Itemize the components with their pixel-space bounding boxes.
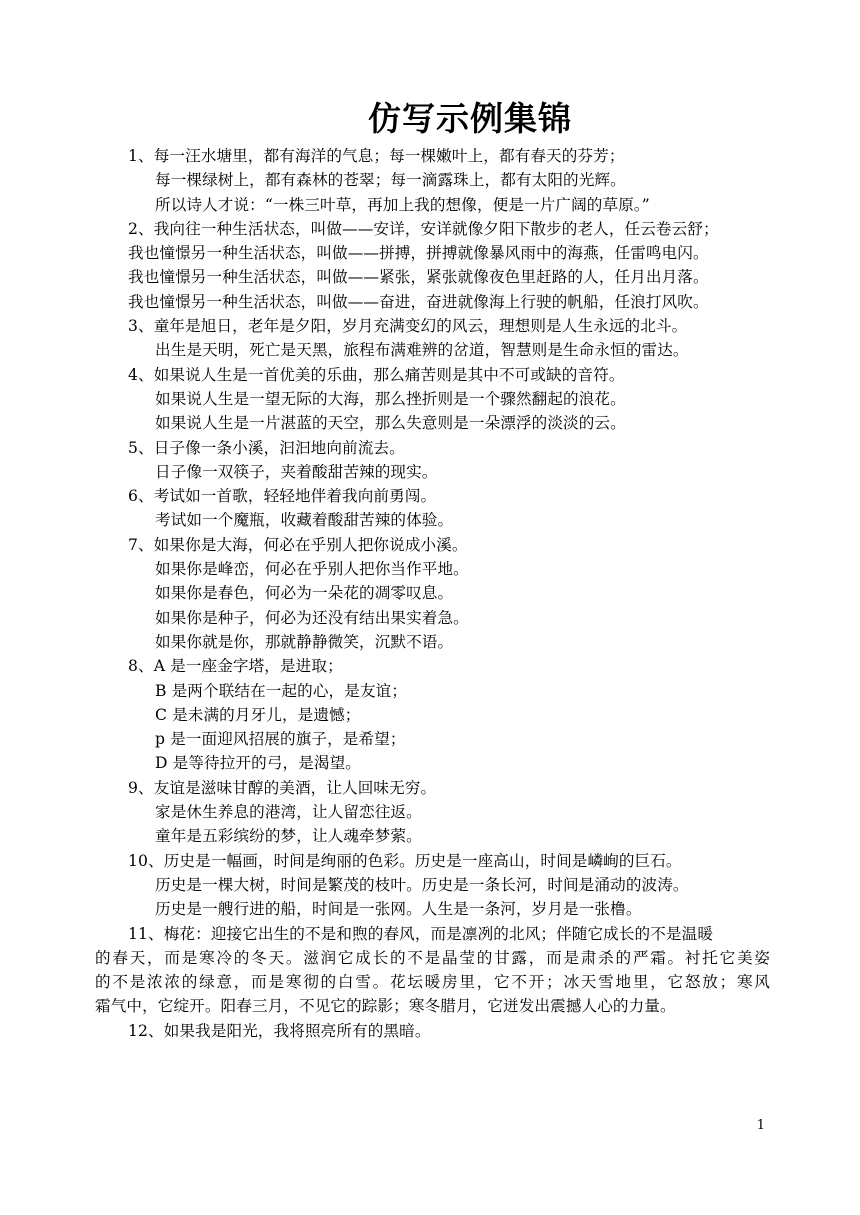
page-title: 仿写示例集锦 [368,99,572,138]
text-line: 如果你是种子，何必为还没有结出果实着急。 [155,608,469,627]
text-line: 5、日子像一条小溪，汩汩地向前流去。 [128,438,405,457]
text-line: 4、如果说人生是一首优美的乐曲，那么痛苦则是其中不可或缺的音符。 [128,365,625,384]
text-line: 出生是天明，死亡是天黑，旅程布满难辨的岔道，智慧则是生命永恒的雷达。 [155,341,689,360]
text-line: 的不是浓浓的绿意，而是寒彻的白雪。花坛暖房里，它不开；冰天雪地里，它怒放；寒风 [95,973,770,992]
text-line: 霜气中，它绽开。阳春三月，不见它的踪影；寒冬腊月，它迸发出震撼人心的力量。 [95,997,676,1016]
text-line: 如果你是峰峦，何必在乎别人把你当作平地。 [155,560,469,579]
text-line: 历史是一艘行进的船，时间是一张网。人生是一条河，岁月是一张橹。 [155,900,642,919]
text-line: B 是两个联结在一起的心，是友谊； [155,681,408,700]
text-line: 3、童年是旭日，老年是夕阳，岁月充满变幻的风云，理想则是人生永远的北斗。 [128,317,688,336]
text-line: 我也憧憬另一种生活状态，叫做——拼搏，拼搏就像暴风雨中的海燕，任雷鸣电闪。 [128,244,709,263]
text-line: 如果说人生是一望无际的大海，那么挫折则是一个骤然翻起的浪花。 [155,389,626,408]
text-line: 12、如果我是阳光，我将照亮所有的黑暗。 [128,1021,431,1040]
text-line: 家是休生养息的港湾，让人留恋往返。 [155,803,422,822]
document-body [0,144,860,1043]
text-line: 所以诗人才说：“一株三叶草，再加上我的想像，便是一片广阔的草原。” [155,195,650,214]
text-line: 考试如一个魔瓶，收藏着酸甜苦辣的体验。 [155,511,454,530]
text-line: 6、考试如一首歌，轻轻地伴着我向前勇闯。 [128,487,437,506]
text-line: 我也憧憬另一种生活状态，叫做——紧张，紧张就像夜色里赶路的人，任月出月落。 [128,268,709,287]
text-line: p 是一面迎风招展的旗子，是希望； [155,730,406,749]
text-line: 的春天，而是寒冷的冬天。滋润它成长的不是晶莹的甘露，而是肃杀的严霜。衬托它美姿 [95,948,770,967]
text-line: 10、历史是一幅画，时间是绚丽的色彩。历史是一座高山，时间是嶙峋的巨石。 [128,851,682,870]
text-line: C 是未满的月牙儿，是遗憾； [155,705,361,724]
text-line: 每一棵绿树上，都有森林的苍翠；每一滴露珠上，都有太阳的光辉。 [155,171,626,190]
page-number: 1 [756,1118,765,1133]
text-line: 2、我向往一种生活状态，叫做——安详，安详就像夕阳下散步的老人，任云卷云舒； [128,219,719,238]
text-line: 童年是五彩缤纷的梦，让人魂牵梦萦。 [155,827,422,846]
text-line: 11、梅花：迎接它出生的不是和煦的春风，而是凛冽的北风；伴随它成长的不是温暖 [128,924,714,943]
text-line: 8、A 是一座金字塔，是进取； [128,657,343,676]
text-line: 历史是一棵大树，时间是繁茂的枝叶。历史是一条长河，时间是涌动的波涛。 [155,875,689,894]
text-line: 我也憧憬另一种生活状态，叫做——奋进，奋进就像海上行驶的帆船，任浪打风吹。 [128,292,709,311]
text-line: 日子像一双筷子，夹着酸甜苦辣的现实。 [155,462,438,481]
text-line: 7、如果你是大海，何必在乎别人把你说成小溪。 [128,535,468,554]
text-line: D 是等待拉开的弓，是渴望。 [155,754,361,773]
text-line: 9、友谊是滋味甘醇的美酒，让人回味无穷。 [128,778,437,797]
text-line: 如果说人生是一片湛蓝的天空，那么失意则是一朵漂浮的淡淡的云。 [155,414,626,433]
text-line: 1、每一汪水塘里，都有海洋的气息；每一棵嫩叶上，都有春天的芬芳； [128,147,625,165]
text-line: 如果你是春色，何必为一朵花的凋零叹息。 [155,584,454,603]
text-line: 如果你就是你，那就静静微笑，沉默不语。 [155,632,454,651]
